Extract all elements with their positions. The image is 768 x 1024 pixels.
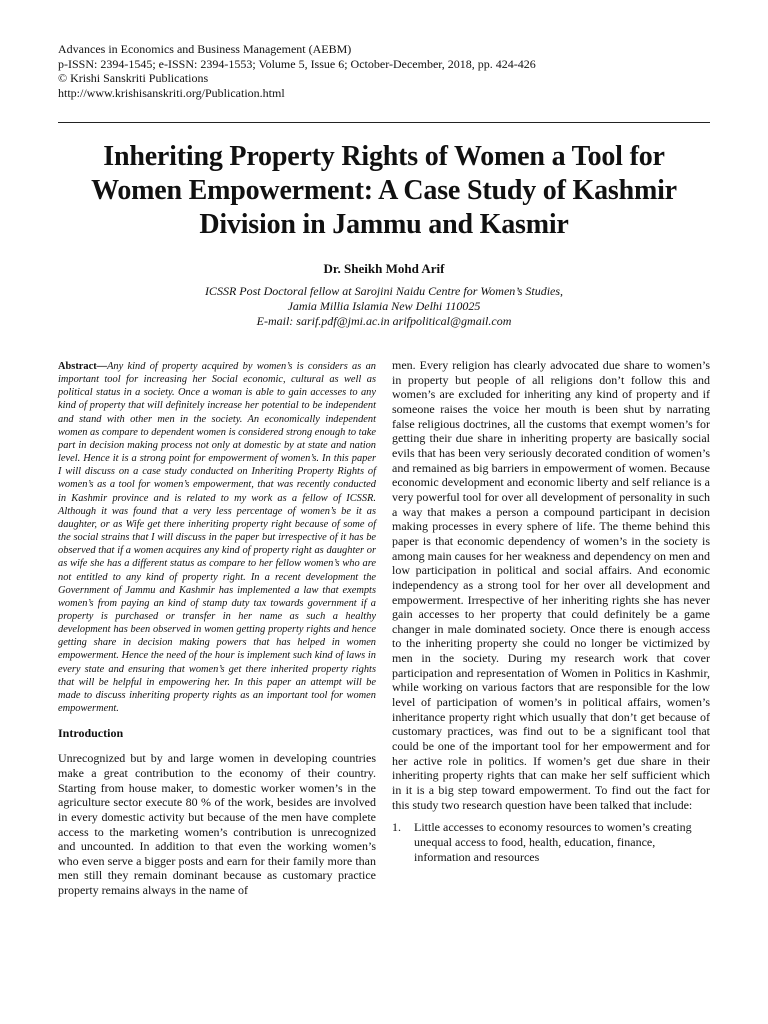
abstract xyxy=(58,360,376,715)
journal-issn: p-ISSN: 2394-1545; e-ISSN: 2394-1553; Volume 5, Issue 6; October-December, 2018, pp. 424-426 xyxy=(58,56,536,71)
author-name: Dr. Sheikh Mohd Arif xyxy=(323,261,445,276)
right-column xyxy=(392,358,710,864)
left-column xyxy=(58,360,376,898)
abstract-text: Any kind of property acquired by women’s is considers as an important tool for increasing her Social economic, cultural as well as political status in a society. Once a woman is able to gain accesses to any kind of property that will definitely increase her potential to be independent and stand with other men in the society. An economically independent women as compare to dependent women is considered strong enough to take part in decision making process not only at domestic by at state and nation level. Hence it is a strong point for empowerment of women’s. In this paper I will discuss on a case study conducted on Inheriting Property Rights of women’s as a tool for women’s empowerment, that was recently conducted in Kashmir province and is related to my work as a fellow of ICSSR. Although it was found that a very less percentage of women’s be it as daughter, or as Wife get there inheriting property right because of some of the social strains that I will discuss in the paper but irrespective of it has be observed that if a women acquires any kind of property right as daughter or as wife she has a different status as compare to her fellow women’s who are not entitled to any kind of property right. In a recent development the Government of Jammu and Kashmir has implemented a law that exempts women’s from paying an kind of stamp duty tax towards government if a property is purchased or transfer in her name as such a healthy development has been observed in women getting property rights and hence getting share in decision making powers that has helped in women empowerment. Hence the need of the hour is implement such kind of laws in every state and ensuring that women’s get there inherited property rights that will be helpful in empowering her. In this paper an attempt will be made to discuss inheriting property rights as an important tool for women empowerment. xyxy=(58,361,376,715)
abstract-label: Abstract— xyxy=(58,361,108,372)
introduction-text: Unrecognized but by and large women in developing countries make a great contribution to the economy of their country. Starting from house maker, to domestic worker women’s in the agriculture sector execute 80 % of the work, besides are involved in every domestic activity but because of the men have complete access to the marketing women’s contribution is unrecognized and uncounted. In addition to that even the working women’s who even serve a bigger posts and earn for their family more than men still they remain dominant because as customary practice property remains always in the name of xyxy=(58,751,376,898)
list-item xyxy=(392,820,710,864)
introduction-heading: Introduction xyxy=(58,726,124,741)
research-question-list xyxy=(392,820,710,864)
journal-publisher: © Krishi Sanskriti Publications xyxy=(58,71,209,86)
affiliation-line-2: Jamia Millia Islamia New Delhi 110025 xyxy=(287,299,481,313)
list-item-number: 1. xyxy=(392,820,401,835)
list-item-text: Little accesses to economy resources to women’s creating unequal access to food, health, education, finance, information and resources xyxy=(414,820,692,864)
paper-title xyxy=(40,140,728,242)
affiliation-line-1: ICSSR Post Doctoral fellow at Sarojini Naidu Centre for Women’s Studies, xyxy=(204,284,564,298)
body-paragraph: men. Every religion has clearly advocated due share to women’s in property but people of all religions don’t follow this and women’s are excluded for inheriting any kind of property and if someone raises the voice her mouth is been shut by narrating false religious doctrines, all the customs that exempt women’s for getting their due share in inheriting property are basically social evils that has been very seriously decorated condition of women’s and remained as big barriers in empowerment of women. Because economic development and economic liberty and self reliance is a very powerful tool for over all development of personality in such a way that makes a person a compound participant in decision making processes in every sphere of life. The theme behind this paper is that economic dependency of women’s in the society is among main causes for her weakness and dependency on men and low participation in political and social affairs. And economic independency as a strong tool for her over all development and empowerment. Irrespective of her inheriting rights she has never gain accesses to her property that could definitely be a game changer in male dominated society. Once there is enough access to the inheriting property she could no longer be victimized by men in the society. During my research work that cover participation and representation of Women in Politics in Kashmir, while working on various factors that are responsible for the low level of participation of women’s in political affairs, women’s inheritance property right which usually that don’t get because of customary practices, was find out to be a significant tool that could be one of the important tool for her empowerment and for her active role in politics. If women’s get due share in their inheriting property rights that can make her self sufficient which in it is a big step toward empowerment. To find out the fact for this study two research question have been talked that include: xyxy=(392,358,710,812)
journal-name: Advances in Economics and Business Management (AEBM) xyxy=(58,42,352,56)
author-affiliation xyxy=(40,284,728,329)
author-email[interactable]: E-mail: sarif.pdf@jmi.ac.in arifpolitical@gmail.com xyxy=(256,314,512,328)
title-line-1: Inheriting Property Rights of Women a Tool for xyxy=(103,141,665,172)
title-line-3: Division in Jammu and Kasmir xyxy=(199,209,569,240)
journal-header xyxy=(58,42,708,100)
header-divider xyxy=(58,122,710,123)
title-line-2: Women Empowerment: A Case Study of Kashmir xyxy=(91,175,677,206)
journal-url[interactable]: http://www.krishisanskriti.org/Publication.html xyxy=(58,85,285,100)
